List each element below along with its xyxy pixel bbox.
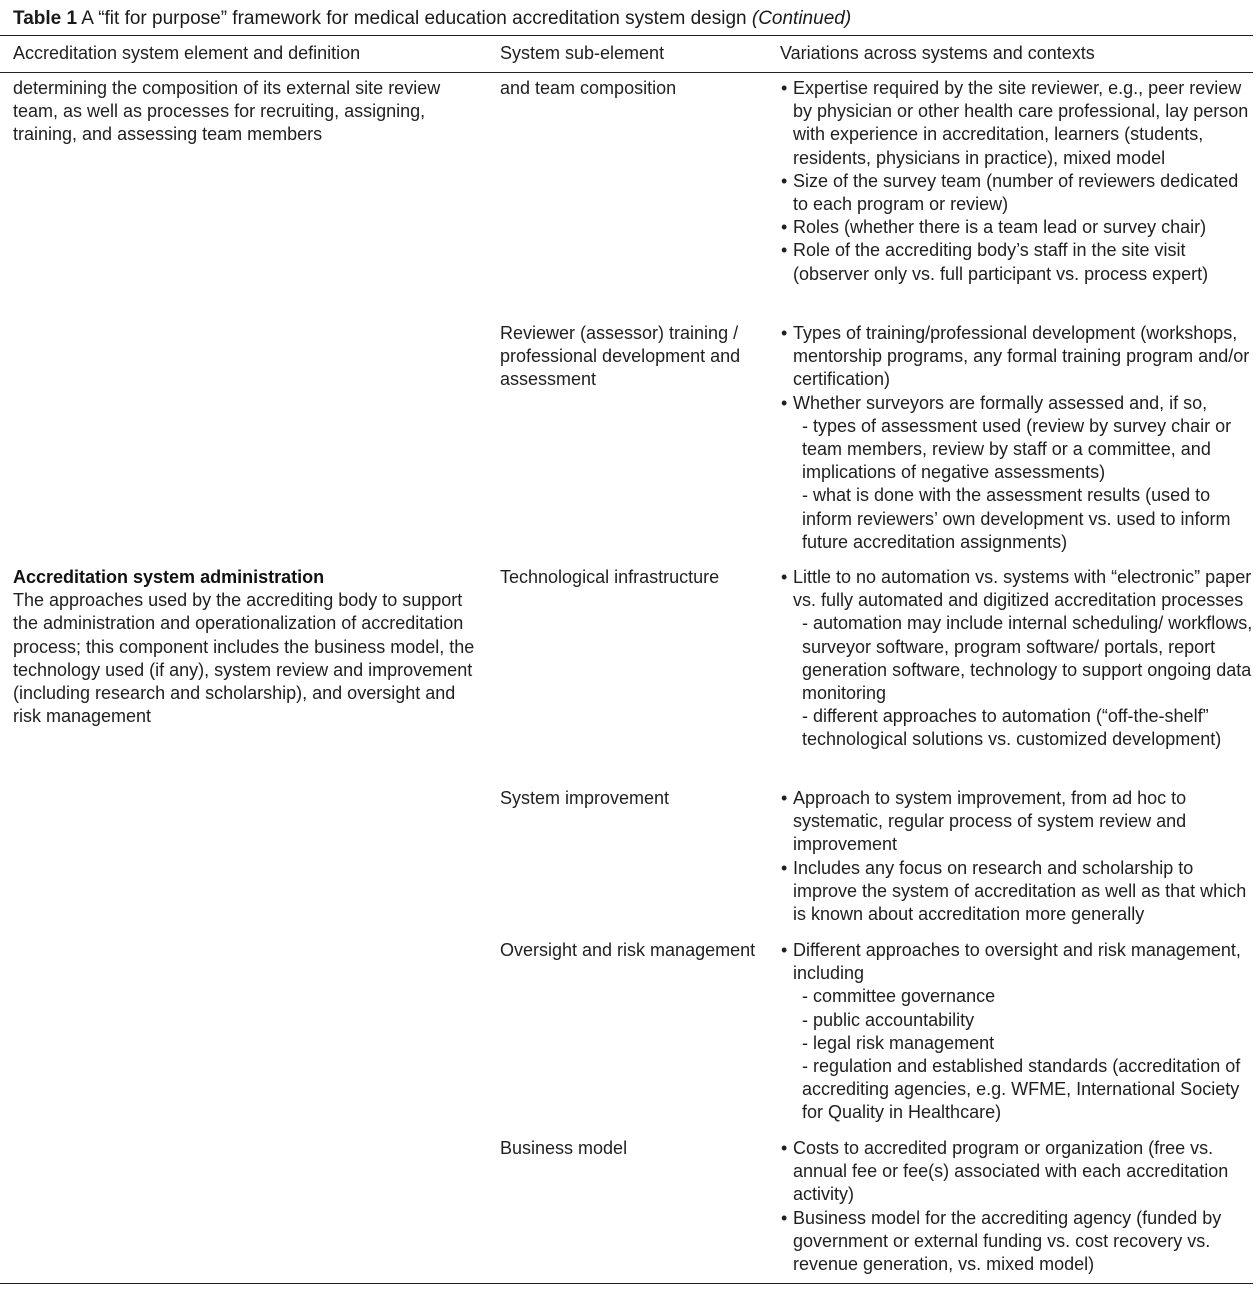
variation-item: • Role of the accrediting body’s staff in the site visit (observer only vs. full participant vs. process expert) — [780, 239, 1255, 285]
element-cell — [13, 77, 483, 147]
table-continued-note: (Continued) — [751, 8, 852, 29]
sub-element-cell: System improvement — [500, 788, 670, 808]
variation-sub-item: - regulation and established standards (accreditation of accrediting agencies, e.g. WFME, International Society for Quality in Healthcare) — [780, 1055, 1255, 1125]
variation-item: • Business model for the accrediting agency (funded by government or external funding vs. cost recovery vs. revenue generation, vs. mixed model) — [780, 1207, 1255, 1277]
variation-sub-item: - committee governance — [780, 985, 1255, 1008]
sub-element-cell: Business model — [500, 1138, 628, 1158]
variations-cell — [780, 939, 1255, 1125]
variation-item: • Whether surveyors are formally assessed and, if so, — [780, 392, 1255, 415]
element-title: Accreditation system administration — [13, 567, 325, 587]
variations-list — [780, 566, 1255, 752]
variations-list — [780, 77, 1255, 286]
element-definition: determining the composition of its external site review team, as well as processes for recruiting, assigning, training, and assessing team members — [13, 78, 441, 145]
sub-element-cell: Oversight and risk management — [500, 940, 756, 960]
table-title: A “fit for purpose” framework for medical education accreditation system design — [81, 8, 747, 29]
variation-item: • Approach to system improvement, from ad hoc to systematic, regular process of system review and improvement — [780, 787, 1255, 857]
column-header-element: Accreditation system element and definition — [13, 43, 361, 63]
variations-cell — [780, 77, 1255, 286]
variations-cell — [780, 322, 1255, 554]
table-top-rule — [0, 35, 1253, 36]
variation-item: • Costs to accredited program or organization (free vs. annual fee or fee(s) associated with each accreditation activity) — [780, 1137, 1255, 1207]
table-bottom-rule — [0, 1283, 1253, 1284]
variation-sub-item: - different approaches to automation (“off-the-shelf” technological solutions vs. customized development) — [780, 705, 1255, 751]
column-header-sub-element: System sub-element — [500, 43, 665, 63]
variation-item: • Little to no automation vs. systems with “electronic” paper vs. fully automated and digitized accreditation processes — [780, 566, 1255, 612]
variations-list — [780, 939, 1255, 1125]
variation-item: • Size of the survey team (number of reviewers dedicated to each program or review) — [780, 170, 1255, 216]
element-cell — [13, 566, 483, 728]
variation-sub-item: - what is done with the assessment results (used to inform reviewers’ own development vs. used to inform future accreditation assignments) — [780, 484, 1255, 554]
variations-cell — [780, 787, 1255, 926]
sub-element-cell: Reviewer (assessor) training / professional development and assessment — [500, 323, 741, 390]
variation-sub-item: - legal risk management — [780, 1032, 1255, 1055]
table-label: Table 1 — [13, 8, 78, 29]
sub-element-cell: Technological infrastructure — [500, 567, 720, 587]
variation-item: • Different approaches to oversight and risk management, including — [780, 939, 1255, 985]
variation-sub-item: - automation may include internal scheduling/ workflows, surveyor software, program software/ portals, report generation software, technology to support ongoing data monitoring — [780, 612, 1255, 705]
sub-element-cell: and team composition — [500, 78, 677, 98]
variations-list — [780, 322, 1255, 554]
element-definition: The approaches used by the accrediting body to support the administration and operationalization of accreditation process; this component includes the business model, the technology used (if any), system review and improvement (including research and scholarship), and oversight and risk management — [13, 590, 475, 727]
column-header-variations: Variations across systems and contexts — [780, 43, 1095, 63]
variation-sub-item: - public accountability — [780, 1009, 1255, 1032]
variation-item: • Roles (whether there is a team lead or survey chair) — [780, 216, 1255, 239]
variation-item: • Includes any focus on research and scholarship to improve the system of accreditation as well as that which is known about accreditation more generally — [780, 857, 1255, 927]
table-header-rule — [0, 72, 1253, 73]
variations-list — [780, 787, 1255, 926]
variation-item: • Expertise required by the site reviewer, e.g., peer review by physician or other health care professional, lay person with experience in accreditation, learners (students, residents, physicians in practice), mixed model — [780, 77, 1255, 170]
variation-item: • Types of training/professional development (workshops, mentorship programs, any formal training program and/or certification) — [780, 322, 1255, 392]
variation-sub-item: - types of assessment used (review by survey chair or team members, review by staff or a committee, and implications of negative assessments) — [780, 415, 1255, 485]
variations-cell — [780, 566, 1255, 752]
variations-list — [780, 1137, 1255, 1276]
table-caption — [13, 6, 851, 32]
variations-cell — [780, 1137, 1255, 1276]
